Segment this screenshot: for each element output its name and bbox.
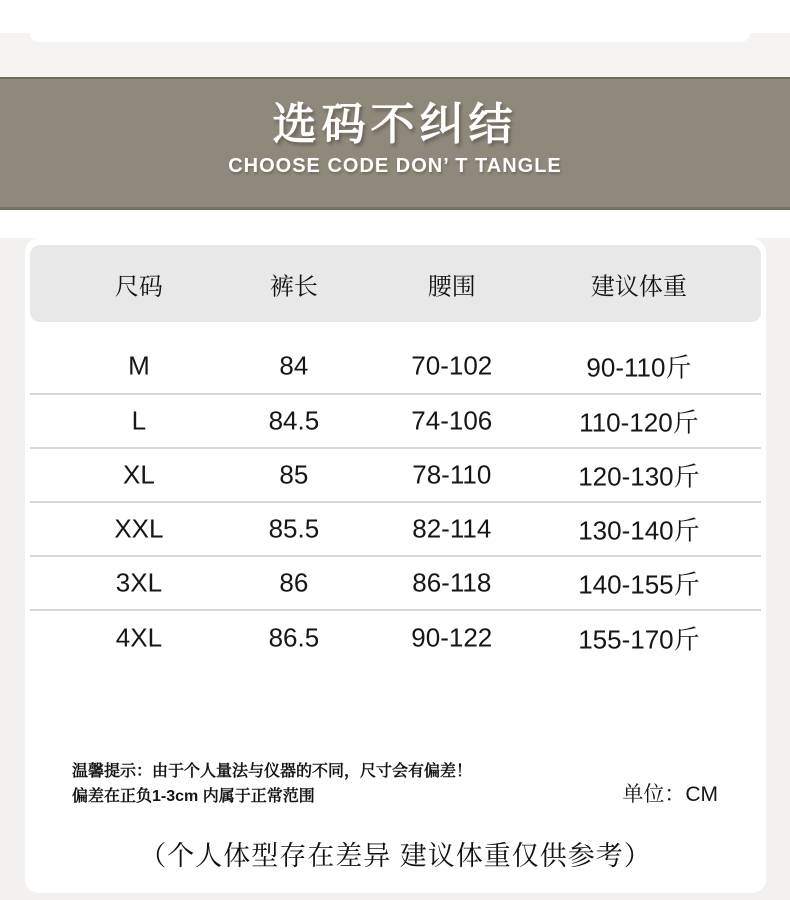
cell-waist: 82-114 bbox=[412, 513, 492, 544]
page-subtitle: CHOOSE CODE DON’ T TANGLE bbox=[228, 155, 562, 177]
content-background bbox=[0, 238, 790, 900]
cell-length: 85.5 bbox=[268, 513, 320, 544]
cell-weight: 140-155斤 bbox=[578, 569, 700, 600]
cell-size: XXL bbox=[114, 513, 164, 544]
footer-note: （个人体型存在差异 建议体重仅供参考） bbox=[139, 841, 652, 871]
unit-label: 单位：CM bbox=[622, 783, 718, 806]
cell-weight: 90-110斤 bbox=[586, 352, 692, 383]
cell-length: 86.5 bbox=[268, 622, 320, 653]
cell-size: M bbox=[128, 350, 150, 381]
column-header-weight: 建议体重 bbox=[590, 273, 687, 300]
table-row bbox=[30, 449, 761, 503]
cell-size: 3XL bbox=[115, 567, 163, 598]
cell-size: L bbox=[131, 405, 147, 436]
hero-banner bbox=[0, 77, 790, 210]
table-row bbox=[30, 395, 761, 449]
cell-weight: 155-170斤 bbox=[578, 624, 700, 655]
table-row bbox=[30, 611, 761, 665]
table-row bbox=[30, 557, 761, 611]
table-header-row bbox=[30, 245, 761, 322]
column-header-size: 尺码 bbox=[114, 273, 163, 300]
tips-line2: 偏差在正负1-3cm 内属于正常范围 bbox=[72, 788, 315, 805]
cell-weight: 130-140斤 bbox=[578, 515, 700, 546]
column-header-length: 裤长 bbox=[269, 273, 318, 300]
cell-waist: 90-122 bbox=[411, 622, 493, 653]
size-table bbox=[30, 245, 761, 665]
cell-weight: 110-120斤 bbox=[579, 407, 699, 438]
cell-weight: 120-130斤 bbox=[578, 461, 700, 492]
cell-waist: 70-102 bbox=[411, 350, 493, 381]
cell-length: 85 bbox=[279, 459, 309, 490]
cell-length: 84.5 bbox=[268, 405, 320, 436]
tips-line1: 温馨提示：由于个人量法与仪器的不同，尺寸会有偏差！ bbox=[72, 763, 473, 780]
size-table-card bbox=[25, 238, 766, 893]
table-row bbox=[30, 322, 761, 395]
page-title: 选码不纠结 bbox=[272, 100, 518, 149]
tips-note bbox=[72, 759, 472, 809]
previous-card-bottom-edge bbox=[30, 33, 750, 42]
cell-size: 4XL bbox=[115, 622, 163, 653]
cell-size: XL bbox=[123, 459, 155, 490]
cell-waist: 86-118 bbox=[412, 567, 492, 598]
cell-waist: 78-110 bbox=[412, 459, 492, 490]
column-header-waist: 腰围 bbox=[427, 273, 476, 300]
table-row bbox=[30, 503, 761, 557]
cell-length: 84 bbox=[279, 350, 309, 381]
top-divider-band bbox=[0, 33, 790, 77]
cell-waist: 74-106 bbox=[411, 405, 493, 436]
cell-length: 86 bbox=[279, 567, 309, 598]
